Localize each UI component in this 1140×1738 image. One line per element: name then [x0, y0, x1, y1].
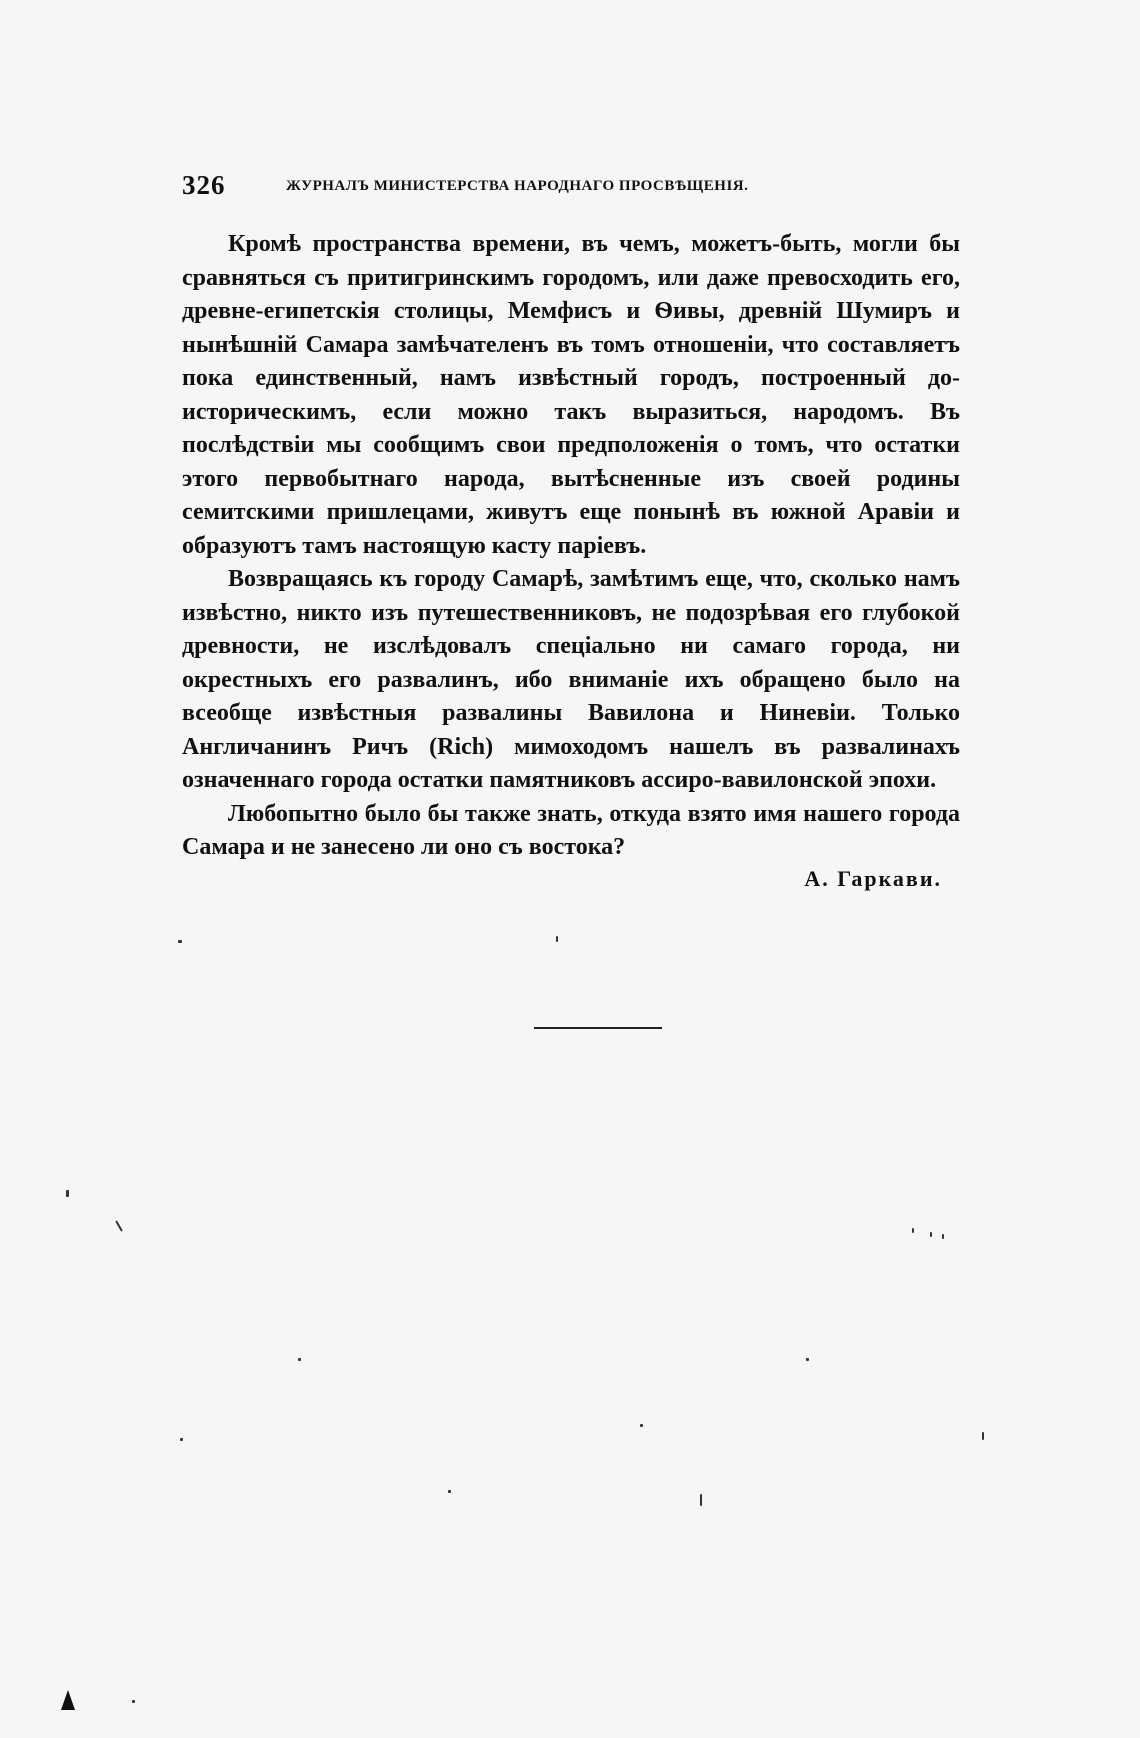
- scan-speck: [66, 1190, 69, 1197]
- scan-speck: [640, 1424, 643, 1427]
- scan-speck: [912, 1228, 914, 1233]
- scan-speck: [982, 1432, 984, 1440]
- paragraph: Любопытно было бы также знать, откуда взято имя нашего города Самара и не занесено ли оно съ востока?: [182, 800, 960, 860]
- scan-speck: [180, 1438, 183, 1441]
- scan-speck: [806, 1358, 809, 1361]
- article-text: [182, 228, 960, 865]
- scan-speck: [298, 1358, 301, 1361]
- scan-speck: [132, 1700, 135, 1703]
- author-signature: А. Гаркави.: [804, 866, 942, 891]
- page-header: [182, 170, 962, 210]
- scan-speck: [448, 1490, 451, 1493]
- scan-speck: [930, 1232, 932, 1237]
- scan-speck: [942, 1234, 944, 1239]
- paragraph: Кромѣ пространства времени, въ чемъ, можетъ-быть, могли бы сравняться съ притигринскимъ городомъ, или даже превосходить его, древне-египетскія столицы, Мемфисъ и Ѳивы, древній Шумиръ и нынѣшній Самара замѣчателенъ въ томъ отношеніи, что составляетъ пока единственный, намъ извѣстный городъ, построенный до-историческимъ, если можно такъ выразиться, народомъ. Въ послѣдствіи мы сообщимъ свои предположенія о томъ, что остатки этого первобытнаго народа, вытѣсненные изъ своей родины семитскими пришлецами, живутъ еще понынѣ въ южной Аравіи и образуютъ тамъ настоящую касту паріевъ.: [182, 231, 960, 559]
- scan-mark: [61, 1690, 75, 1710]
- section-divider: [534, 1027, 662, 1029]
- paragraph: Возвращаясь къ городу Самарѣ, замѣтимъ еще, что, сколько намъ извѣстно, никто изъ путешественниковъ, не подозрѣвая его глубокой древности, не изслѣдовалъ спеціально ни самаго города, ни окрестныхъ его развалинъ, ибо вниманіе ихъ обращено было на всеобще извѣстныя развалины Вавилона и Ниневіи. Только Англичанинъ Ричъ (Rich) мимоходомъ нашелъ въ развалинахъ означеннаго города остатки памятниковъ ассиро-вавилонской эпохи.: [182, 566, 960, 793]
- scan-speck: [178, 940, 182, 943]
- page-number: 326: [182, 170, 226, 200]
- running-head: ЖУРНАЛЪ МИНИСТЕРСТВА НАРОДНАГО ПРОСВѢЩЕНІЯ.: [286, 178, 749, 194]
- scan-speck: [115, 1220, 123, 1231]
- scan-speck: [556, 936, 558, 942]
- scan-speck: [700, 1494, 702, 1506]
